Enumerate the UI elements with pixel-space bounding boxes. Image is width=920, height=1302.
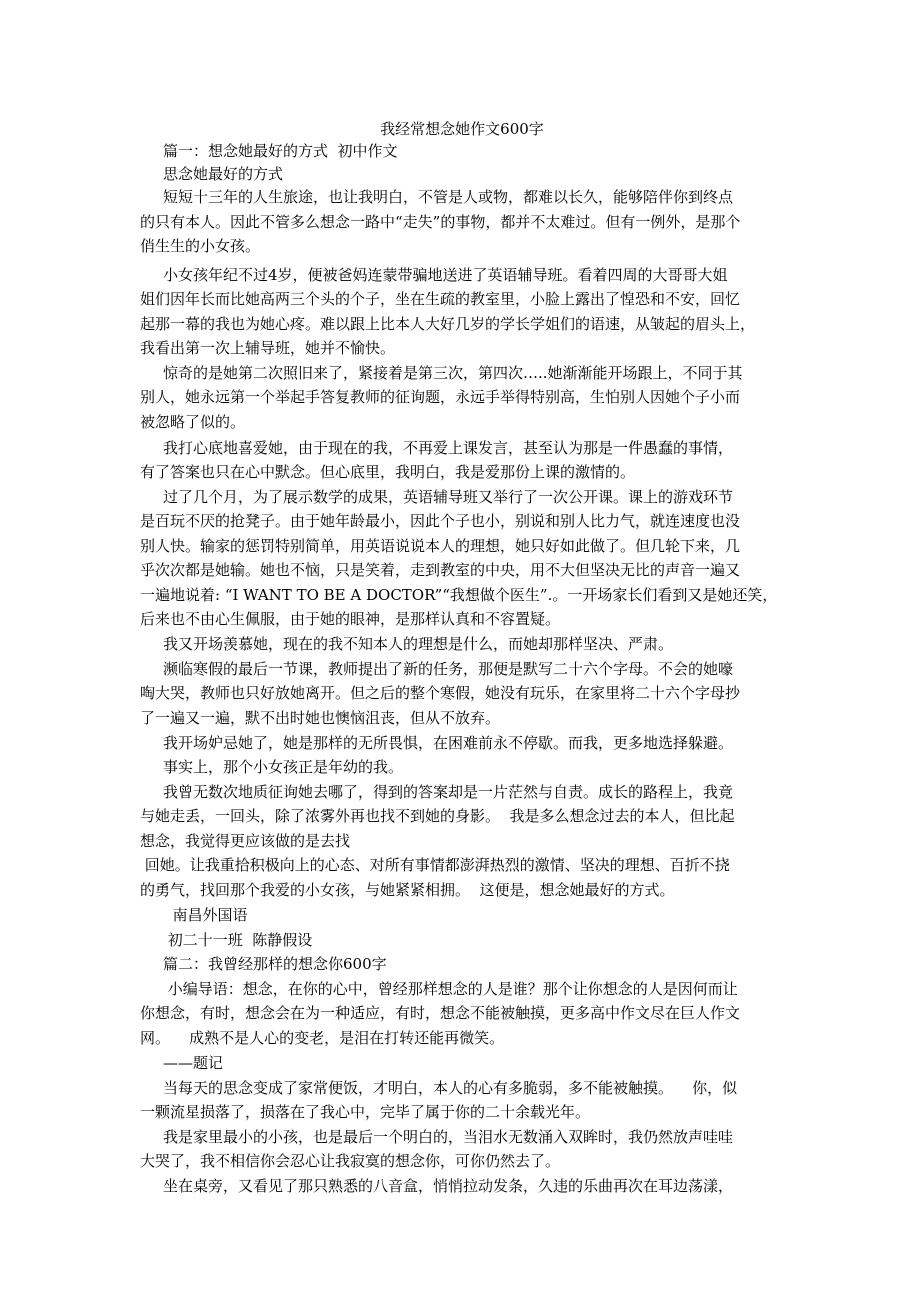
- text-line: 是百玩不厌的抢凳子。由于她年龄最小，因此个子也小，别说和别人比力气，就连速度也没: [140, 512, 741, 530]
- text-line: 的勇气，找回那个我爱的小女孩，与她紧紧相拥。 这便是，想念她最好的方式。: [140, 881, 675, 899]
- text-line: 篇一：想念她最好的方式 初中作文: [163, 142, 398, 160]
- text-line: 一遍地说着: “I WANT TO BE A DOCTOR”“我想做个医生”.。一开场家长们看到又是她还笑，: [140, 586, 778, 604]
- text-line: 想念，我觉得更应该做的是去找: [140, 832, 351, 850]
- text-line: 我是家里最小的小孩，也是最后一个明白的，当泪水无数涌入双眸时，我仍然放声哇哇: [163, 1128, 734, 1146]
- text-line: 小女孩年纪不过4岁，便被爸妈连蒙带骗地送进了英语辅导班。看着四周的大哥哥大姐: [163, 266, 728, 284]
- text-line: 别人，她永远第一个举起手答复教师的征询题，永远手举得特别高，生怕别人因她个子小而: [140, 388, 741, 406]
- text-line: 后来也不由心生佩服，由于她的眼神，是那样认真和不容置疑。: [140, 610, 561, 628]
- text-line: 别人快。输家的惩罚特别简单，用英语说说本人的理想，她只好如此做了。但几轮下来，几: [140, 537, 741, 555]
- text-line: 起那一幕的我也为她心疼。难以跟上比本人大好几岁的学长学姐们的语速，从皱起的眉头上，: [140, 315, 756, 333]
- text-line: 我开场妒忌她了，她是那样的无所畏惧，在困难前永不停歇。而我，更多地选择躲避。: [163, 734, 734, 752]
- text-line: 的只有本人。因此不管多么想念一路中“走失”的事物，都并不太难过。但有一例外，是那个: [140, 213, 741, 231]
- text-line: 一颗流星损落了，损落在了我心中，完毕了属于你的二十余载光年。: [140, 1103, 591, 1121]
- text-line: 我又开场羡慕她，现在的我不知本人的理想是什么，而她却那样坚决、严肃。: [163, 635, 674, 653]
- text-line: 当每天的思念变成了家常便饭，才明白，本人的心有多脆弱，多不能被触摸。 你，似: [163, 1079, 738, 1097]
- text-line: 了一遍又一遍，默不出时她也懊恼沮丧，但从不放弃。: [140, 709, 501, 727]
- text-line: 回她。让我重拾积极向上的心态、对所有事情都澎湃热烈的激情、坚决的理想、百折不挠: [140, 856, 730, 874]
- text-line: 有了答案也只在心中默念。但心底里，我明白，我是爱那份上课的激情的。: [140, 463, 636, 481]
- text-line: 南昌外国语: [163, 906, 248, 924]
- text-line: 俏生生的小女孩。: [140, 237, 261, 255]
- text-line: 濒临寒假的最后一节课，教师提出了新的任务，那便是默写二十六个字母。不会的她嚎: [163, 660, 734, 678]
- text-line: 大哭了，我不相信你会忍心让我寂寞的想念你，可你仍然去了。: [140, 1152, 561, 1170]
- text-line: 与她走丢，一回头，除了浓雾外再也找不到她的身影。 我是多么想念过去的本人，但比起: [140, 807, 735, 825]
- text-line: 啕大哭，教师也只好放她离开。但之后的整个寒假，她没有玩乐，在家里将二十六个字母抄: [140, 684, 741, 702]
- text-line: 我看出第一次上辅导班，她并不愉快。: [140, 339, 396, 357]
- text-line: 思念她最好的方式: [163, 165, 284, 183]
- text-line: 坐在桌旁，又看见了那只熟悉的八音盒，悄悄拉动发条，久违的乐曲再次在耳边荡漾，: [163, 1177, 734, 1195]
- text-line: 短短十三年的人生旅途，也让我明白，不管是人或物，都难以长久，能够陪伴你到终点: [163, 188, 734, 206]
- text-line: 事实上，那个小女孩正是年幼的我。: [163, 758, 404, 776]
- text-line: 我曾无数次地质征询她去哪了，得到的答案却是一片茫然与自责。成长的路程上，我竟: [163, 783, 734, 801]
- text-line: 过了几个月，为了展示数学的成果，英语辅导班又举行了一次公开课。课上的游戏环节: [163, 488, 734, 506]
- document-title: 我经常想念她作文600字: [380, 120, 544, 138]
- text-line: 我打心底地喜爱她，由于现在的我，不再爱上课发言，甚至认为那是一件愚蠢的事情，: [163, 439, 734, 457]
- text-line: 你想念，有时，想念会在为一种适应，有时，想念不能被触摸，更多高中作文尽在巨人作文: [140, 1004, 741, 1022]
- text-line: 小编导语：想念，在你的心中，曾经那样想念的人是谁？那个让你想念的人是因何而让: [163, 980, 738, 998]
- text-line: 被忽略了似的。: [140, 413, 246, 431]
- text-line: 姐们因年长而比她高两三个头的个子，坐在生疏的教室里，小脸上露出了惶恐和不安，回忆: [140, 290, 741, 308]
- text-line: 初二十一班 陈静假设: [163, 931, 313, 949]
- text-line: ——题记: [163, 1054, 224, 1072]
- text-line: 篇二：我曾经那样的想念你600字: [163, 955, 387, 973]
- text-line: 惊奇的是她第二次照旧来了，紧接着是第三次，第四次…..她渐渐能开场跟上，不同于其: [163, 364, 743, 382]
- text-line: 乎次次都是她输。她也不恼，只是笑着，走到教室的中央，用不大但坚决无比的声音一遍又: [140, 561, 741, 579]
- document-page: [140, 0, 784, 1302]
- text-line: 网。 成熟不是人心的变老，是泪在打转还能再微笑。: [140, 1029, 505, 1047]
